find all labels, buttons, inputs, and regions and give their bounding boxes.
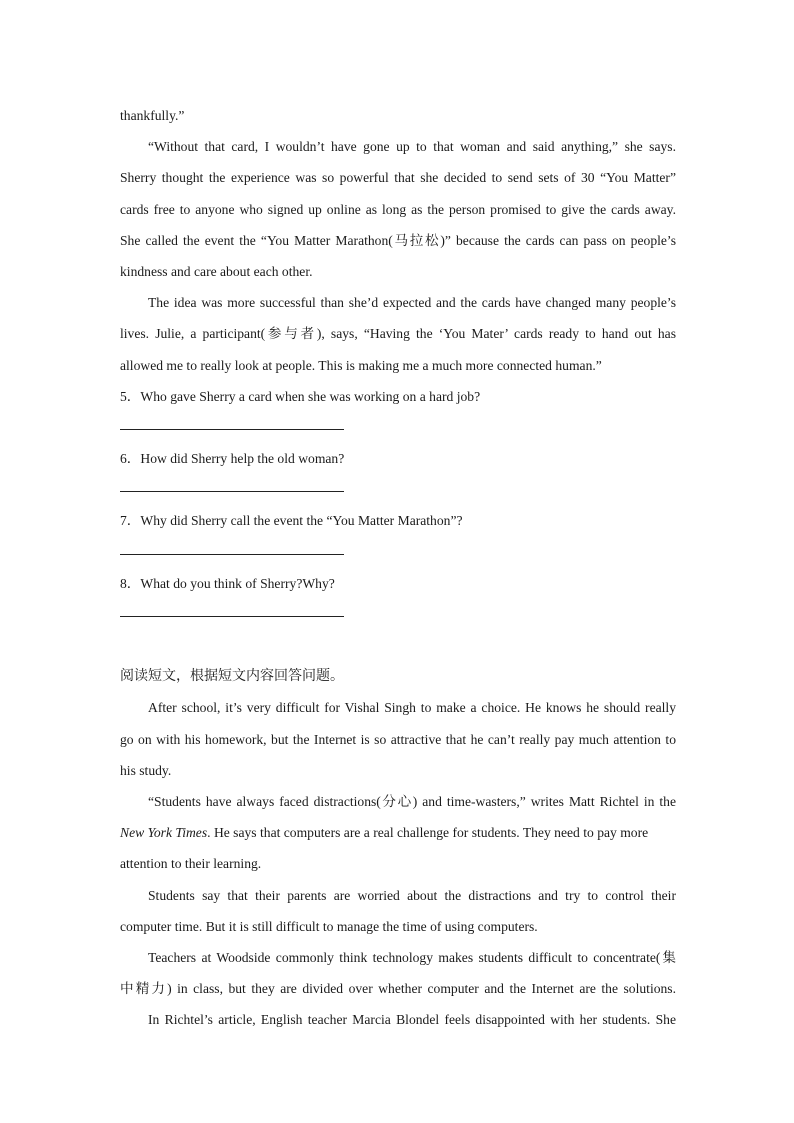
passage-line [120,817,676,848]
section-gap [120,630,676,661]
passage-line: go on with his homework, but the Internet is so attractive that he can’t really pay much attention to [120,731,676,747]
answer-line-5[interactable] [120,412,676,443]
answer-line-8[interactable] [120,599,676,630]
question-5 [120,381,676,412]
passage-1 [120,100,676,381]
passage-line-rest: He says that computers are a real challenge for students. They need to pay more [213,825,649,841]
answer-line-7[interactable] [120,537,676,568]
newspaper-punct: . [207,825,211,841]
passage-line: cards free to anyone who signed up online as long as the person promised to give the cards away. [120,201,676,217]
question-number: 6． [120,451,141,467]
question-text: What do you think of Sherry?Why? [140,575,335,591]
answer-rule [120,429,344,430]
passage-line: The idea was more successful than she’d expected and the cards have changed many people’s [148,295,676,311]
document-content [120,100,676,1035]
passage-line: Students say that their parents are worried about the distractions and try to control their [148,887,676,903]
questions [120,381,676,631]
passage-line: In Richtel’s article, English teacher Marcia Blondel feels disappointed with her students. She [148,1012,676,1028]
newspaper-name: New York Times [120,825,208,841]
passage-line: his study. [120,762,172,778]
passage-line: kindness and care about each other. [120,263,313,279]
answer-line-6[interactable] [120,474,676,505]
passage-line: After school, it’s very difficult for Vishal Singh to make a choice. He knows he should really [148,700,676,716]
question-7 [120,505,676,536]
passage-line: Teachers at Woodside commonly think technology makes students difficult to concentrate(集 [148,949,676,965]
passage-line: attention to their learning. [120,856,262,872]
question-number: 7． [120,513,141,529]
question-number: 5． [120,388,141,404]
passage-line: 中精力) in class, but they are divided over whether computer and the Internet are the solutions. [120,981,676,997]
passage-line: She called the event the “You Matter Marathon(马拉松)” because the cards can pass on people’s [120,232,676,248]
passage-line: computer time. But it is still difficult to manage the time of using computers. [120,918,538,934]
passage-line: Sherry thought the experience was so powerful that she decided to send sets of 30 “You Matter” [120,170,676,186]
passage-line: allowed me to really look at people. This is making me a much more connected human.” [120,357,602,373]
answer-rule [120,491,344,492]
question-number: 8． [120,575,141,591]
question-6 [120,443,676,474]
section-heading: 阅读短文，根据短文内容回答问题。 [120,669,344,685]
passage-line: thankfully.” [120,108,185,123]
passage-line: “Without that card, I wouldn’t have gone up to that woman and said anything,” she says. [148,139,676,155]
passage-line: “Students have always faced distractions(分心) and time-wasters,” writes Matt Richtel in the [148,793,676,809]
question-8 [120,568,676,599]
answer-rule [120,616,344,617]
question-text: Why did Sherry call the event the “You Matter Marathon”? [140,513,463,529]
question-text: Who gave Sherry a card when she was working on a hard job? [140,388,481,404]
question-text: How did Sherry help the old woman? [140,451,345,467]
passage-line: lives. Julie, a participant(参与者), says, “Having the ‘You Mater’ cards ready to hand out has [120,326,676,342]
passage-2 [120,661,676,1035]
answer-rule [120,554,344,555]
